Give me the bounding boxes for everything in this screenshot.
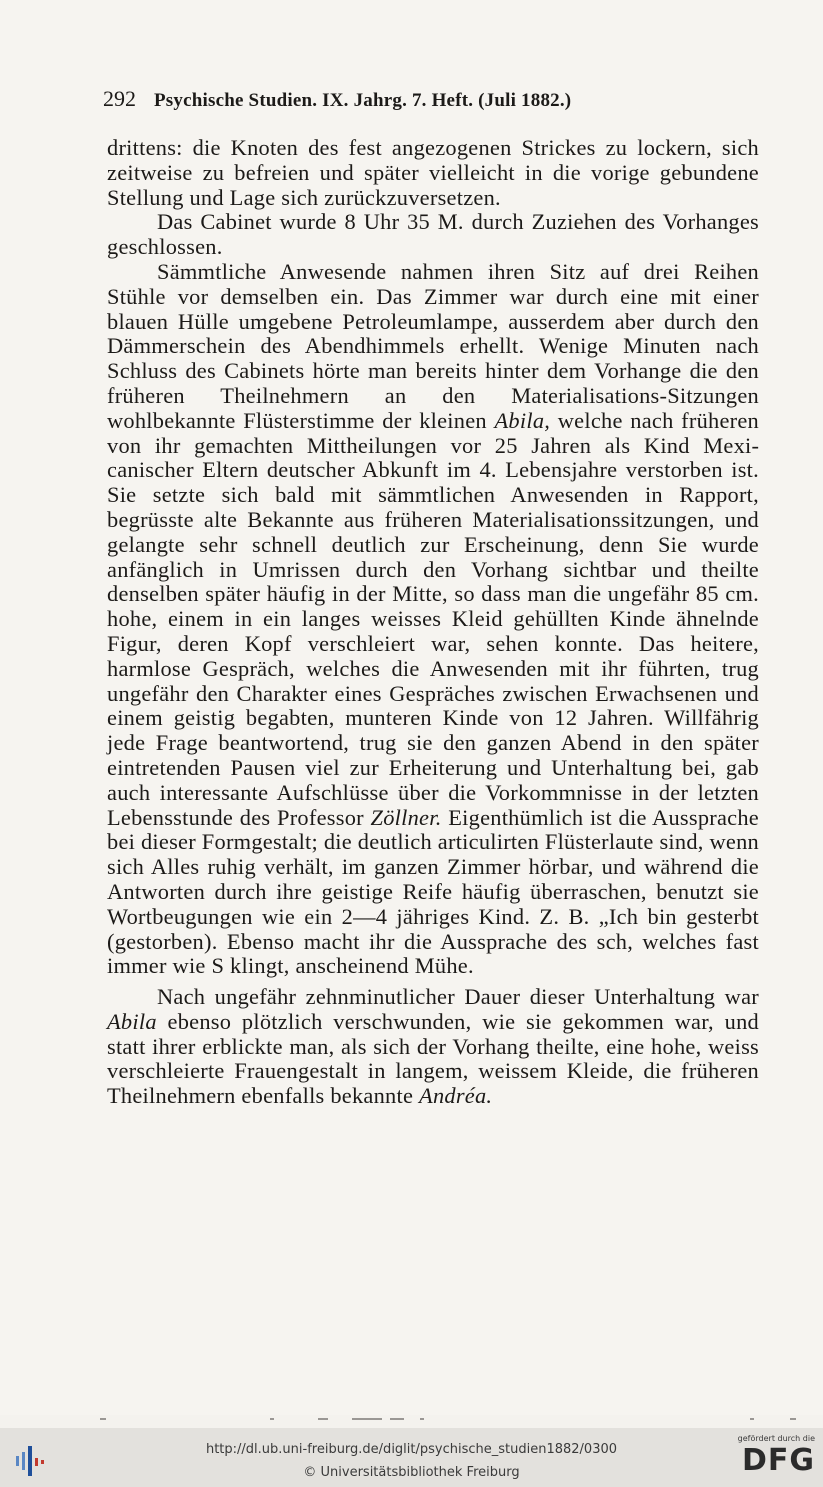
paragraph-2-text: Das Cabinet wurde 8 Uhr 35 M. durch Zuziehen des Vorhanges geschlossen.: [107, 209, 759, 260]
name-abila-2: Abila: [107, 1008, 157, 1034]
dfg-tagline: gefördert durch die: [737, 1434, 815, 1443]
article-body: [107, 136, 759, 1109]
paragraph-1-text: drittens: die Knoten des fest angezogenen Strickes zu lockern, sich zeitweise zu befreien und später vielleicht in die vorige gebundene Stellung und Lage sich zurückzuversetzen.: [107, 135, 759, 210]
paragraph-3: [107, 260, 759, 979]
dfg-logo-text: DFG: [741, 1443, 815, 1478]
paragraph-2: [107, 210, 759, 260]
name-andrea: Andréa.: [419, 1083, 493, 1109]
name-zoellner: Zöllner.: [370, 804, 442, 830]
running-title: Psychische Studien. IX. Jahrg. 7. Heft. (Juli 1882.): [154, 90, 572, 111]
scan-edge-marks: [90, 1418, 810, 1422]
page-number: 292: [103, 86, 136, 111]
paragraph-3-text-c: Eigenthümlich ist die Aussprache bei dieser Formgestalt; die deutlich articulirten Flüsterlaute sind, wenn sich Alles ruhig verhält, im ganzen Zimmer hörbar, und während die Antworten durch ihre geistige Reife häufig überraschen, benutzt sie Wortbeugungen wie ein 2—4 jähriges Kind. Z. B. „Ich bin gesterbt (gestorben). Ebenso macht ihr die Aussprache des sch, welches fast immer wie S klingt, anscheinend Mühe.: [107, 804, 759, 979]
paragraph-4-text-a: Nach ungefähr zehnminutlicher Dauer dieser Unterhaltung war: [157, 984, 759, 1010]
copyright-notice: © Universitätsbibliothek Freiburg: [303, 1465, 520, 1480]
paragraph-3-text-a: Sämmtliche Anwesende nahmen ihren Sitz auf drei Reihen Stühle vor demselben ein. Das Zimmer war durch eine mit einer blauen Hülle umgebene Petroleumlampe, ausserdem aber durch den Dämmerschein des Abendhimmels erhellt. Wenige Minuten nach Schluss des Cabinets hörte man bereits hinter dem Vorhange die den früheren Theilnehmern an den Materialisations-Sitzungen wohlbekannte Flüsterstimme der kleinen: [107, 258, 759, 433]
page-header: [103, 86, 763, 112]
footer-bar: [0, 1428, 823, 1487]
source-url-link[interactable]: http://dl.ub.uni-freiburg.de/diglit/psychische_studien1882/0300: [205, 1442, 618, 1457]
dfg-logo: [727, 1434, 815, 1482]
paragraph-4-text-b: ebenso plötzlich verschwunden, wie sie gekommen war, und statt ihrer erblickte man, als sich der Vorhang theilte, eine hohe, weiss verschleierte Frauengestalt in langem, weissem Kleide, die früheren Theilnehmern ebenfalls bekannte: [107, 1008, 759, 1109]
name-abila: Abila,: [494, 407, 551, 433]
paragraph-1: [107, 136, 759, 210]
paragraph-4: [107, 985, 759, 1109]
paragraph-3-text-b: welche nach früheren von ihr gemachten Mittheilungen vor 25 Jahren als Kind Mexicanischer Eltern deutscher Abkunft im 4. Lebensjahre verstorben ist. Sie setzte sich bald mit sämmtlichen Anwesenden in Rapport, begrüsste alte Bekannte aus früheren Materialisationssitzungen, und gelangte sehr schnell deutlich zur Erscheinung, denn Sie wurde anfänglich in Umrissen durch den Vorhang sichtbar und theilte denselben später häufig in der Mitte, so dass man die ungefähr 85 cm. hohe, einem in ein langes weisses Kleid gehüllten Kinde ähnelnde Figur, deren Kopf verschleiert war, sehen konnte. Das heitere, harmlose Gespräch, welches die Anwesenden mit ihr führten, trug ungefähr den Charakter eines Gespräches zwischen Erwachsenen und einem geistig begabten, munteren Kinde von 12 Jahren. Willfährig jede Frage beantwortend, trug sie den ganzen Abend in den später eintretenden Pausen viel zur Erheiterung und Unterhaltung bei, gab auch interessante Aufschlüsse über die Vorkommnisse in der letzten Lebensstunde des Professor: [107, 407, 760, 830]
